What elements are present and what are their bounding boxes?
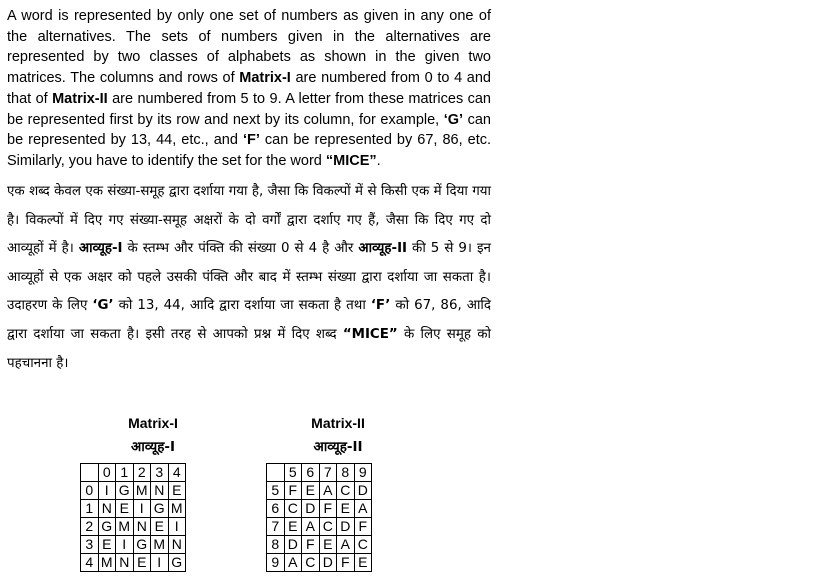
text-segment: के लिए समूह को पहचानना है। (7, 326, 491, 371)
text-segment: can be represented by 13, 44, etc., and (7, 111, 491, 149)
column-header: 8 (337, 464, 355, 482)
row-header: 0 (81, 482, 99, 500)
bold-letter-f: ‘F’ (242, 132, 260, 149)
matrix-row (267, 554, 372, 572)
matrix-cell: M (116, 518, 134, 536)
matrix-cell: G (98, 518, 116, 536)
row-header: 7 (267, 518, 285, 536)
matrix-cell: D (319, 554, 337, 572)
matrix-row (267, 518, 372, 536)
matrix-cell: G (133, 536, 151, 554)
column-header: 5 (284, 464, 302, 482)
matrix-cell: D (354, 482, 372, 500)
matrix-cell: I (98, 482, 116, 500)
matrix-cell: E (354, 554, 372, 572)
matrix-header-row (267, 464, 372, 482)
matrix-2-title-hindi: आव्यूह-II (313, 439, 363, 455)
bold-matrix-1-hi: आव्यूह-I (78, 241, 123, 257)
matrix-cell: F (337, 554, 355, 572)
matrix-cell: M (133, 482, 151, 500)
column-header: 1 (116, 464, 134, 482)
matrix-cell: C (354, 536, 372, 554)
matrix-cell: I (116, 536, 134, 554)
matrix-row (267, 500, 372, 518)
matrix-cell: G (168, 554, 186, 572)
matrix-cell: C (284, 500, 302, 518)
matrix-corner-cell (267, 464, 285, 482)
matrix-2-table (266, 463, 372, 572)
row-header: 5 (267, 482, 285, 500)
bold-matrix-2: Matrix-II (52, 90, 108, 107)
text-segment: A word is represented by only one set of numbers as given in any one of the alternatives. The sets of numbers given in the alternatives are represented by two classes of alphabets as shown in the given two matrices. The columns and rows of (7, 8, 491, 87)
row-header: 6 (267, 500, 285, 518)
text-segment: are numbered from 5 to 9. A letter from these matrices can be represented first by its row and next by its column, for example, (7, 90, 491, 128)
matrix-cell: E (116, 500, 134, 518)
matrix-cell: E (151, 518, 169, 536)
column-header: 3 (151, 464, 169, 482)
column-header: 2 (133, 464, 151, 482)
matrix-cell: A (337, 536, 355, 554)
matrix-cell: M (151, 536, 169, 554)
row-header: 3 (81, 536, 99, 554)
matrix-cell: D (302, 500, 320, 518)
row-header: 1 (81, 500, 99, 518)
matrix-cell: C (337, 482, 355, 500)
matrix-cell: N (168, 536, 186, 554)
bold-letter-g-hi: ‘G’ (92, 298, 114, 314)
row-header: 4 (81, 554, 99, 572)
text-segment: की 5 से 9। इन आव्यूहों से एक अक्षर को पहले उसकी पंक्ति और बाद में स्तम्भ संख्या द्वारा दर्शाया जा सकता है। उदाहरण के लिए (7, 241, 491, 314)
matrix-cell: E (284, 518, 302, 536)
column-header: 6 (302, 464, 320, 482)
question-text-english (7, 6, 491, 172)
matrix-cell: E (168, 482, 186, 500)
matrix-header-row (81, 464, 186, 482)
column-header: 0 (98, 464, 116, 482)
bold-word-mice-hi: “MICE” (342, 326, 398, 342)
matrix-cell: A (302, 518, 320, 536)
text-segment: के स्तम्भ और पंक्ति की संख्या 0 से 4 है और (122, 241, 359, 257)
bold-word-mice: “MICE” (325, 152, 377, 169)
matrix-1-title: Matrix-I (128, 415, 178, 431)
matrix-cell: E (98, 536, 116, 554)
matrix-cell: D (284, 536, 302, 554)
matrix-2-title: Matrix-II (311, 415, 365, 431)
matrix-corner-cell (81, 464, 99, 482)
bold-matrix-1: Matrix-I (239, 70, 291, 87)
matrix-row (81, 482, 186, 500)
matrix-cell: G (116, 482, 134, 500)
matrix-cell: N (116, 554, 134, 572)
row-header: 9 (267, 554, 285, 572)
text-segment: को 67, 86, आदि द्वारा दर्शाया जा सकता है। इसी तरह से आपको प्रश्न में दिए शब्द (7, 298, 491, 342)
matrix-row (81, 500, 186, 518)
text-segment: . (376, 152, 381, 169)
matrix-row (81, 536, 186, 554)
matrix-cell: F (302, 536, 320, 554)
matrix-cell: A (284, 554, 302, 572)
matrix-cell: F (319, 500, 337, 518)
matrix-row (267, 482, 372, 500)
bold-letter-f-hi: ‘F’ (370, 298, 391, 314)
matrix-cell: D (337, 518, 355, 536)
matrix-cell: E (302, 482, 320, 500)
matrix-cell: E (337, 500, 355, 518)
column-header: 7 (319, 464, 337, 482)
matrix-cell: C (319, 518, 337, 536)
matrix-cell: I (151, 554, 169, 572)
matrix-cell: A (354, 500, 372, 518)
text-segment: एक शब्द केवल एक संख्या-समूह द्वारा दर्शाया गया है, जैसा कि विकल्पों में से किसी एक में दिया गया है। विकल्पों में दिए गए संख्या-समूह अक्षरों के दो वर्गों द्वारा दर्शाए गए हैं, जैसा कि दिए गए दो आव्यूहों में है। (7, 184, 491, 257)
bold-letter-g: ‘G’ (443, 111, 464, 128)
matrix-cell: C (302, 554, 320, 572)
matrix-cell: F (354, 518, 372, 536)
text-segment: को 13, 44, आदि द्वारा दर्शाया जा सकता है तथा (113, 298, 371, 314)
matrix-cell: M (98, 554, 116, 572)
matrix-cell: I (168, 518, 186, 536)
matrix-row (81, 554, 186, 572)
matrix-cell: I (133, 500, 151, 518)
text-segment: are numbered from 0 to 4 and that of (7, 70, 491, 107)
matrix-cell: N (98, 500, 116, 518)
matrix-1-title-hindi: आव्यूह-I (130, 439, 176, 455)
matrix-cell: A (319, 482, 337, 500)
matrix-cell: E (133, 554, 151, 572)
matrix-row (81, 518, 186, 536)
bold-matrix-2-hi: आव्यूह-II (358, 241, 408, 257)
row-header: 8 (267, 536, 285, 554)
question-text-hindi (7, 178, 491, 378)
column-header: 4 (168, 464, 186, 482)
text-segment: can be represented by 67, 86, etc. Similarly, you have to identify the set for the word (7, 132, 492, 169)
matrix-cell: M (168, 500, 186, 518)
matrix-cell: E (319, 536, 337, 554)
matrix-row (267, 536, 372, 554)
column-header: 9 (354, 464, 372, 482)
row-header: 2 (81, 518, 99, 536)
matrix-cell: N (151, 482, 169, 500)
matrix-cell: G (151, 500, 169, 518)
matrix-cell: F (284, 482, 302, 500)
matrix-cell: N (133, 518, 151, 536)
matrix-1-table (80, 463, 186, 572)
